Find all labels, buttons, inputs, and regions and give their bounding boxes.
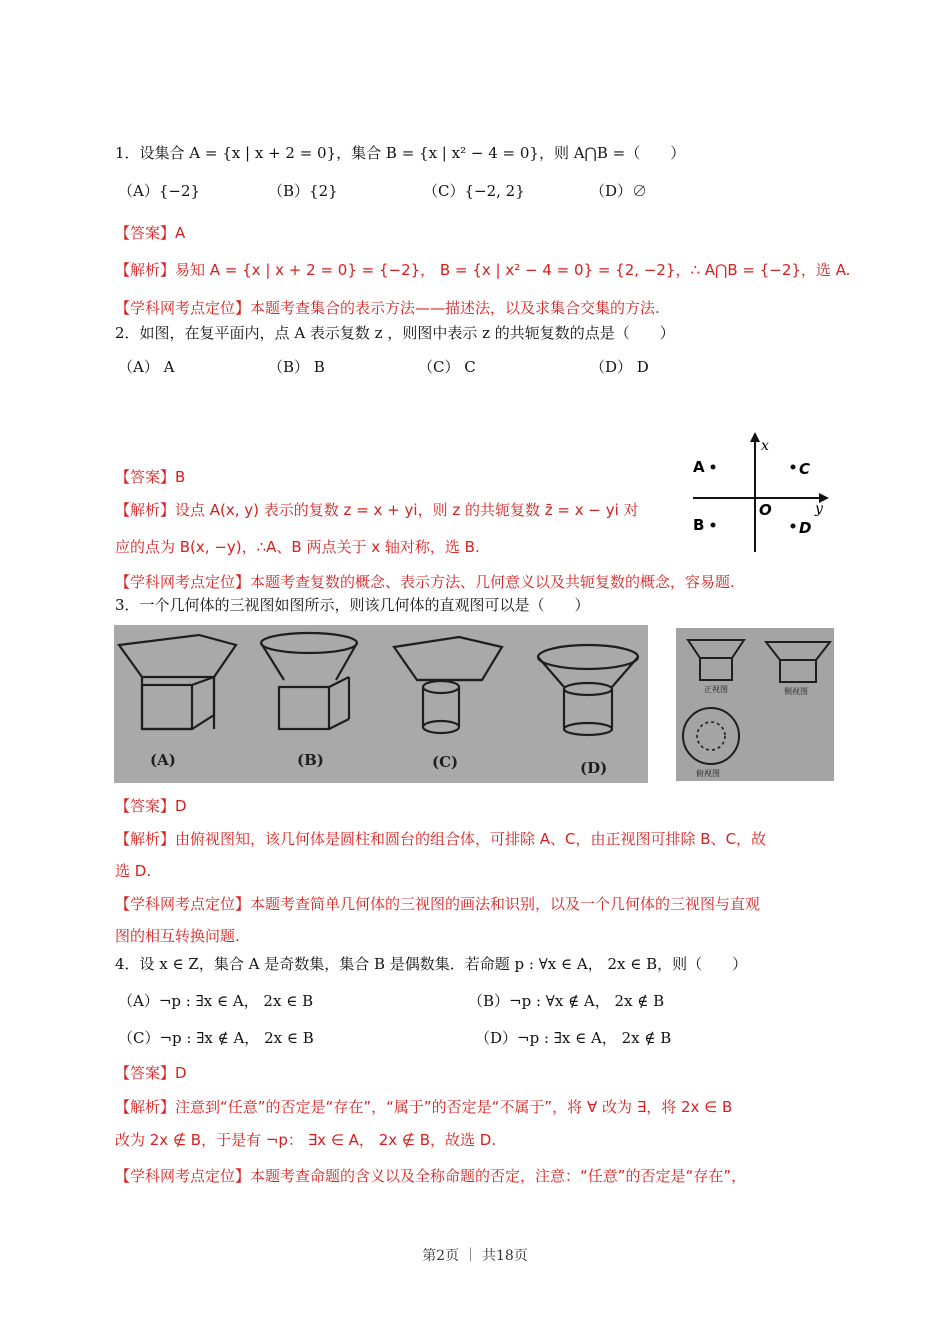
front-view-label: 正视图 [704,685,728,694]
q4-answer: 【答案】D [115,1064,187,1082]
top-view-label: 俯视图 [696,769,720,778]
q4-option-c: （C）¬p : ∃x ∉ A， 2x ∈ B [118,1029,314,1047]
views-background [676,628,834,781]
q2-option-d: （D） D [590,358,649,376]
q4-option-b: （B）¬p : ∀x ∉ A， 2x ∉ B [468,992,665,1010]
choice-b-label: (B) [297,751,324,769]
q3-answer: 【答案】D [115,797,187,815]
q3-point-2: 图的相互转换问题. [115,927,240,945]
q2-analysis-1: 【解析】设点 A(x, y) 表示的复数 z = x + yi，则 z 的共轭复数 z̄ = x − yi 对 [115,501,639,519]
q1-answer: 【答案】A [115,224,186,242]
x-axis-arrow-icon [750,432,760,442]
q1-option-a: （A）{−2} [118,182,201,200]
q2-point: 【学科网考点定位】本题考查复数的概念、表示方法、几何意义以及共轭复数的概念，容易题. [115,573,735,591]
choice-c-label: (C) [432,753,459,771]
three-views-figure [676,628,834,781]
q4-analysis-2: 改为 2x ∉ B，于是有 ¬p： ∃x ∈ A， 2x ∉ B，故选 D. [115,1131,497,1149]
page-footer: 第2页 ｜ 共18页 [422,1248,528,1264]
q2-analysis-2: 应的点为 B(x, −y)，∴A、B 两点关于 x 轴对称，选 B. [115,538,480,556]
q3-stem: 3．一个几何体的三视图如图所示，则该几何体的直观图可以是（ ） [115,596,590,614]
point-d [791,524,796,529]
origin-label: O [759,501,772,519]
point-a [711,465,716,470]
q2-stem: 2．如图，在复平面内，点 A 表示复数 z ，则图中表示 z 的共轭复数的点是（ ） [115,324,675,342]
q1-stem: 1．设集合 A = {x | x + 2 = 0}，集合 B = {x | x² − 4 = 0}，则 A⋂B =（ ） [115,144,686,162]
q3-analysis-1: 【解析】由俯视图知，该几何体是圆柱和圆台的组合体，可排除 A、C，由正视图可排除 B、C，故 [115,830,767,848]
q1-point: 【学科网考点定位】本题考查集合的表示方法——描述法，以及求集合交集的方法. [115,299,660,317]
q4-option-d: （D）¬p : ∃x ∈ A， 2x ∉ B [475,1029,672,1047]
q1-analysis: 【解析】易知 A = {x | x + 2 = 0} = {−2}， B = {x | x² − 4 = 0} = {2, −2}，∴ A⋂B = {−2}，选 A. [115,261,851,279]
q1-option-c: （C）{−2, 2} [423,182,525,200]
complex-plane-figure [685,430,835,555]
axis-y-label: y [815,501,823,517]
point-a-label: A [693,458,705,476]
side-view-label: 侧视图 [784,687,808,696]
q1-option-d: （D）∅ [590,182,648,200]
q3-point-1: 【学科网考点定位】本题考查简单几何体的三视图的画法和识别，以及一个几何体的三视图与直观 [115,895,761,913]
q1-option-b: （B）{2} [268,182,338,200]
solid-choices-figure [114,625,648,783]
choice-a-label: (A) [150,751,176,769]
photo-background [114,625,648,783]
point-d-label: D [799,519,812,537]
q2-answer: 【答案】B [115,468,186,486]
point-b-label: B [693,516,705,534]
point-b [711,523,716,528]
q4-option-a: （A）¬p : ∃x ∈ A， 2x ∈ B [118,992,314,1010]
point-c [791,465,796,470]
q2-option-b: （B） B [268,358,325,376]
q2-option-a: （A） A [118,358,175,376]
point-c-label: C [799,460,811,478]
q3-analysis-2: 选 D. [115,862,152,880]
q4-point: 【学科网考点定位】本题考查命题的含义以及全称命题的否定，注意：“任意”的否定是“存在”， [115,1167,747,1185]
choice-d-label: (D) [580,759,608,777]
q4-stem: 4．设 x ∈ Z，集合 A 是奇数集，集合 B 是偶数集．若命题 p : ∀x ∈ A， 2x ∈ B，则（ ） [115,955,748,973]
axis-x-label: x [761,438,769,454]
q2-option-c: （C） C [418,358,476,376]
q4-analysis-1: 【解析】注意到“任意”的否定是“存在”，“属于”的否定是“不属于”，将 ∀ 改为 ∃，将 2x ∈ B [115,1098,733,1116]
